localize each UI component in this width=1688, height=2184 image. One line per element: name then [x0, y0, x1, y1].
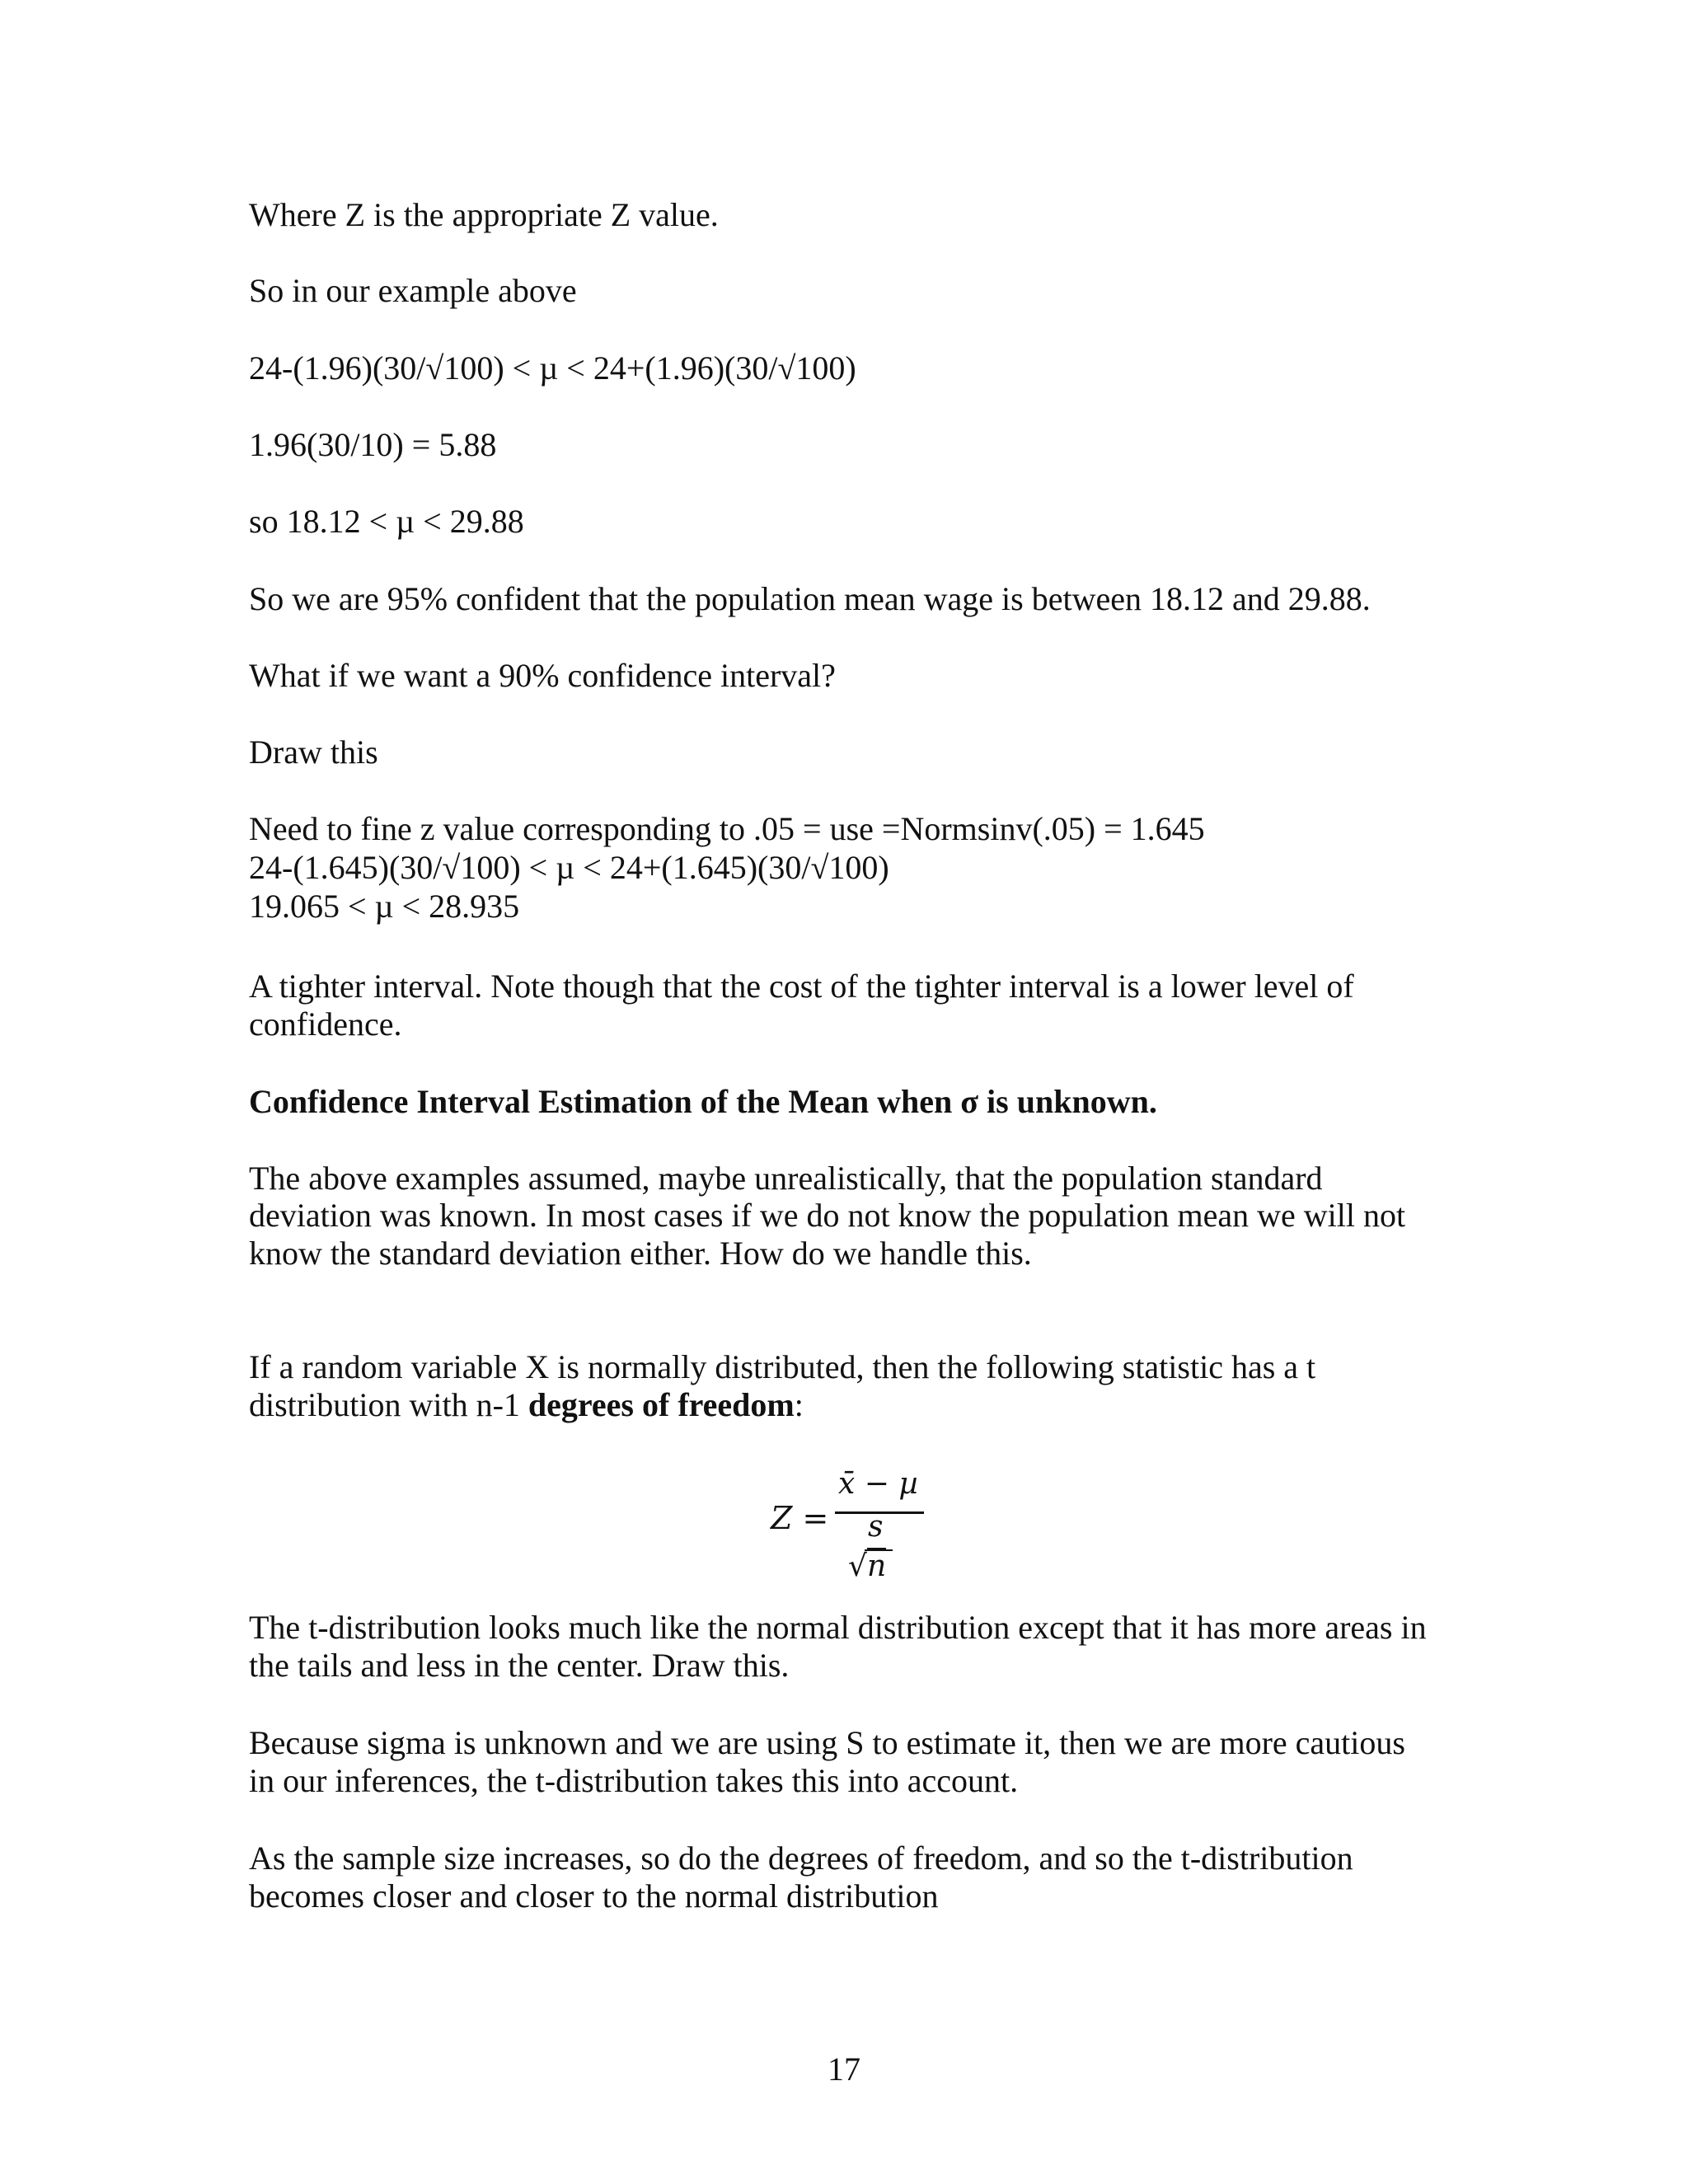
text-line: Because sigma is unknown and we are using S to estimate it, then we are more cautious: [249, 1724, 1405, 1761]
bold-term: degrees of freedom: [528, 1386, 795, 1423]
t-statistic-formula: [762, 1467, 944, 1591]
equation-line: 24-(1.645)(30/√100) < µ < 24+(1.645)(30/√100): [249, 849, 889, 886]
equation-line: so 18.12 < µ < 29.88: [249, 503, 524, 540]
page-number: 17: [828, 2050, 860, 2088]
sqrt-n: [848, 1549, 886, 1584]
formula-denominator-s: s: [868, 1510, 884, 1544]
text-line: becomes closer and closer to the normal distribution: [249, 1877, 939, 1915]
formula-lhs: Z =: [771, 1500, 829, 1536]
radical-sign: √: [848, 1549, 867, 1583]
text-line: Need to fine z value corresponding to .05 = use =Normsinv(.05) = 1.645: [249, 810, 1205, 847]
equation-line: 1.96(30/10) = 5.88: [249, 426, 497, 463]
text-segment: :: [794, 1386, 804, 1423]
formula-numerator: x̄ − µ: [838, 1467, 918, 1501]
equation-line: 19.065 < µ < 28.935: [249, 888, 520, 925]
text-line: What if we want a 90% confidence interval?: [249, 657, 836, 694]
text-line: in our inferences, the t-distribution takes this into account.: [249, 1762, 1019, 1799]
text-line: So in our example above: [249, 272, 577, 309]
text-line: [249, 1386, 804, 1424]
text-line: Draw this: [249, 733, 378, 771]
section-heading: Confidence Interval Estimation of the Mean when σ is unknown.: [249, 1083, 1157, 1120]
text-line: Where Z is the appropriate Z value.: [249, 196, 719, 233]
text-line: A tighter interval. Note though that the cost of the tighter interval is a lower level of: [249, 968, 1354, 1005]
text-segment: distribution with n-1: [249, 1386, 528, 1423]
text-line: So we are 95% confident that the population mean wage is between 18.12 and 29.88.: [249, 580, 1371, 617]
radicand: n: [866, 1549, 887, 1583]
text-line: know the standard deviation either. How do we handle this.: [249, 1235, 1032, 1272]
text-line: If a random variable X is normally distributed, then the following statistic has a t: [249, 1348, 1316, 1385]
text-line: confidence.: [249, 1005, 402, 1043]
text-line: the tails and less in the center. Draw this.: [249, 1647, 790, 1684]
text-line: The above examples assumed, maybe unrealistically, that the population standard: [249, 1160, 1323, 1197]
text-line: The t-distribution looks much like the normal distribution except that it has more areas in: [249, 1609, 1427, 1646]
text-line: deviation was known. In most cases if we do not know the population mean we will not: [249, 1197, 1406, 1234]
equation-line: 24-(1.96)(30/√100) < µ < 24+(1.96)(30/√100): [249, 349, 856, 387]
text-line: As the sample size increases, so do the degrees of freedom, and so the t-distribution: [249, 1840, 1353, 1877]
